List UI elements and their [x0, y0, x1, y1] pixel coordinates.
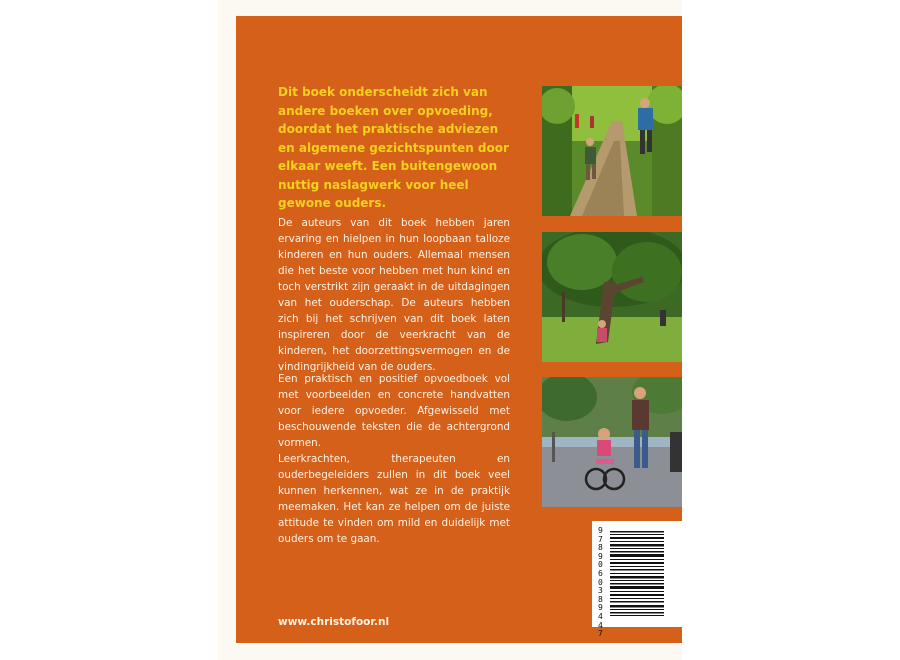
isbn-number: 9789060389447	[598, 526, 603, 639]
isbn-barcode	[592, 521, 682, 639]
publisher-website: www.christofoor.nl	[278, 616, 390, 628]
photo-forest-path	[542, 86, 682, 216]
body-paragraph-2: Een praktisch en positief opvoedboek vol met voorbeelden en concrete handvatten voor iedere opvoeder. Afgewisseld met beschouwende teksten die de achtergrond vormen.	[278, 373, 510, 449]
photo-tree-park	[542, 232, 682, 362]
intro-text: Dit boek onderscheidt zich van andere boeken over opvoeding, doordat het praktische adviezen en algemene gezichtspunten door elkaar weeft. Een buitengewoon nuttig naslagwerk voor heel gewone ouders.	[278, 85, 509, 210]
body-paragraph-3: Leerkrachten, therapeuten en ouderbegeleiders zullen in dit boek veel kunnen herkennen, wat ze in de praktijk meemaken. Het kan ze helpen om de juiste attitude te vinden om mild en duidelijk met ouders om te gaan.	[278, 453, 510, 545]
book-back-cover	[236, 16, 682, 643]
body-paragraph-1: De auteurs van dit boek hebben jaren ervaring en hielpen in hun loopbaan talloze kinderen en hun ouders. Allemaal mensen die het beste voor hebben met hun kind en toch verstrikt zijn geraakt in de uitdagingen van het ouderschap. De auteurs hebben zich bij het schrijven van dit boek laten inspireren door de veerkracht van de kinderen, het doorzettingsvermogen en de vindingrijkheid van de ouders.	[278, 217, 510, 373]
photo-child-bicycle	[542, 377, 682, 507]
